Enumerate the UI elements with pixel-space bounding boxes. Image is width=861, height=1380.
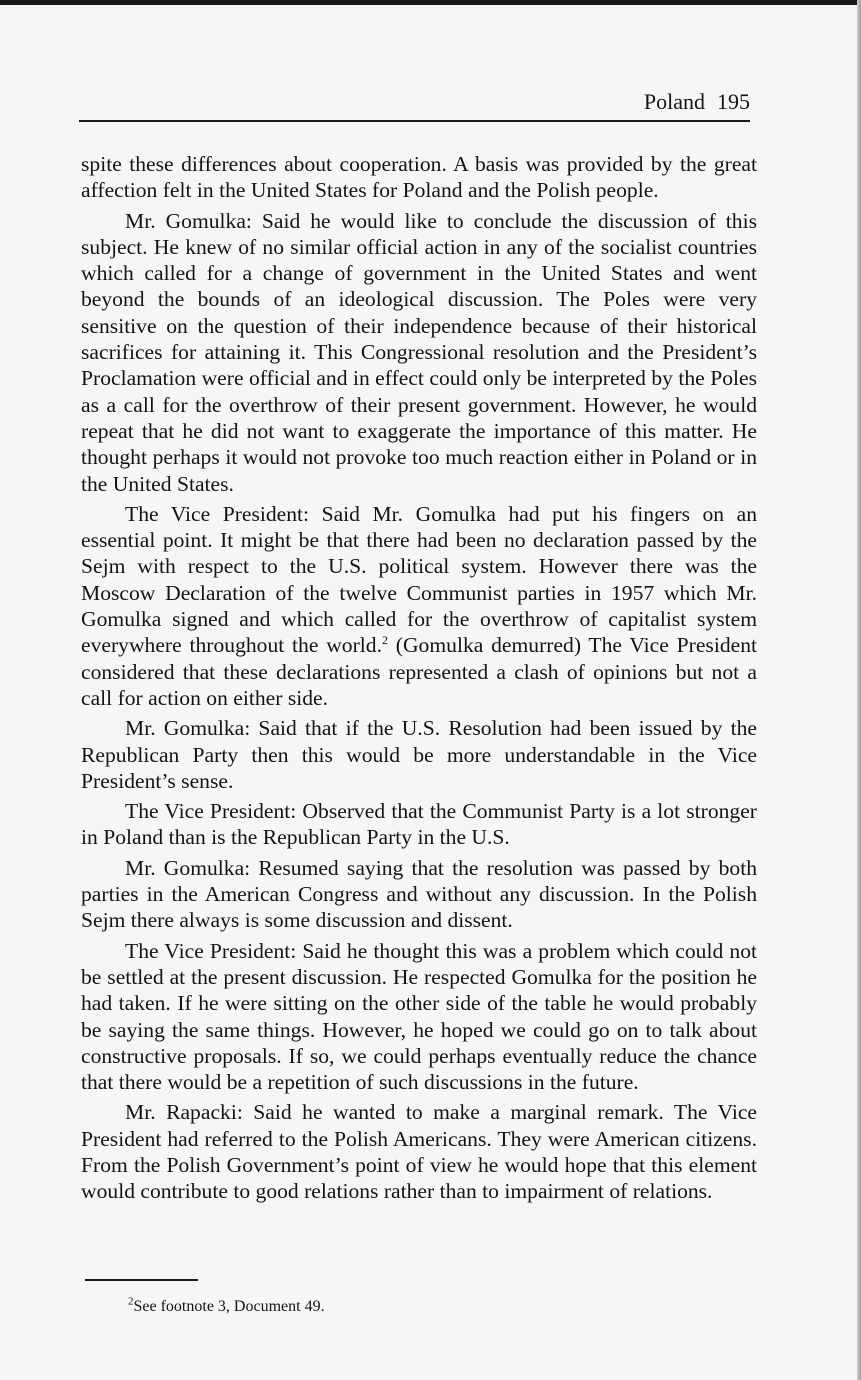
page-number: 195: [717, 89, 750, 114]
paragraph-text-after-note: (Gomulka demurred) The Vice President considered that these declarations represented a clash of opinions but not a call for action on either side.: [81, 633, 757, 710]
paragraph-vice-president-problem: The Vice President: Said he thought this was a problem which could not be settled at the present discussion. He respected Gomulka for the position he had taken. If he were sitting on the other side of the table he would probably be saying the same things. However, he hoped we could go on to talk about constructive proposals. If so, we could perhaps eventually reduce the chance that there would be a repetition of such discussions in the future.: [81, 938, 757, 1095]
paragraph-continuation: spite these differences about cooperation. A basis was provided by the great affection felt in the United States for Poland and the Polish people.: [81, 152, 757, 203]
footnote-reference: 2: [381, 633, 388, 648]
top-page-border: [0, 0, 861, 5]
footnote-number: 2: [128, 1295, 134, 1308]
footnote: [128, 1296, 325, 1318]
paragraph-gomulka-republican: Mr. Gomulka: Said that if the U.S. Resolution had been issued by the Republican Party then this would be more understandable in the Vice President’s sense.: [81, 716, 757, 793]
paragraph-vice-president-communist-party: The Vice President: Observed that the Communist Party is a lot stronger in Poland than is the Republican Party in the U.S.: [81, 799, 757, 850]
paragraph-gomulka-conclude: Mr. Gomulka: Said he would like to conclude the discussion of this subject. He knew of no similar official action in any of the socialist countries which called for a change of government in the United States and went beyond the bounds of an ideological discussion. The Poles were very sensitive on the question of their independence because of their historical sacrifices for attaining it. This Congressional resolution and the President’s Proclamation were official and in effect could only be interpreted by the Poles as a call for the overthrow of their present government. However, he would repeat that he did not want to exaggerate the importance of this matter. He thought perhaps it would not provoke too much reaction either in Poland or in the United States.: [81, 208, 757, 496]
footnote-text: See footnote 3, Document 49.: [133, 1298, 325, 1315]
paragraph-vice-president-essential-point: [81, 501, 757, 711]
body-text: [81, 151, 757, 1209]
running-head: [80, 86, 750, 118]
running-head-title: Poland: [643, 89, 705, 114]
paragraph-gomulka-resolution: Mr. Gomulka: Resumed saying that the resolution was passed by both parties in the American Congress and without any discussion. In the Polish Sejm there always is some discussion and dissent.: [81, 855, 757, 933]
paragraph-text-before-note: The Vice President: Said Mr. Gomulka had put his fingers on an essential point. It might be that there had been no declaration passed by the Sejm with respect to the U.S. political system. However there was the Moscow Declaration of the twelve Communist parties in 1957 which Mr. Gomulka signed and which called for the overthrow of capitalist system everywhere throughout the world.: [81, 501, 757, 658]
footnote-rule: [85, 1279, 198, 1281]
page-right-edge: [857, 0, 861, 1380]
header-rule: [79, 120, 750, 122]
paragraph-rapacki-remark: Mr. Rapacki: Said he wanted to make a marginal remark. The Vice President had referred to the Polish Americans. They were American citizens. From the Polish Government’s point of view he would hope that this element would contribute to good relations rather than to impairment of relations.: [81, 1100, 757, 1204]
